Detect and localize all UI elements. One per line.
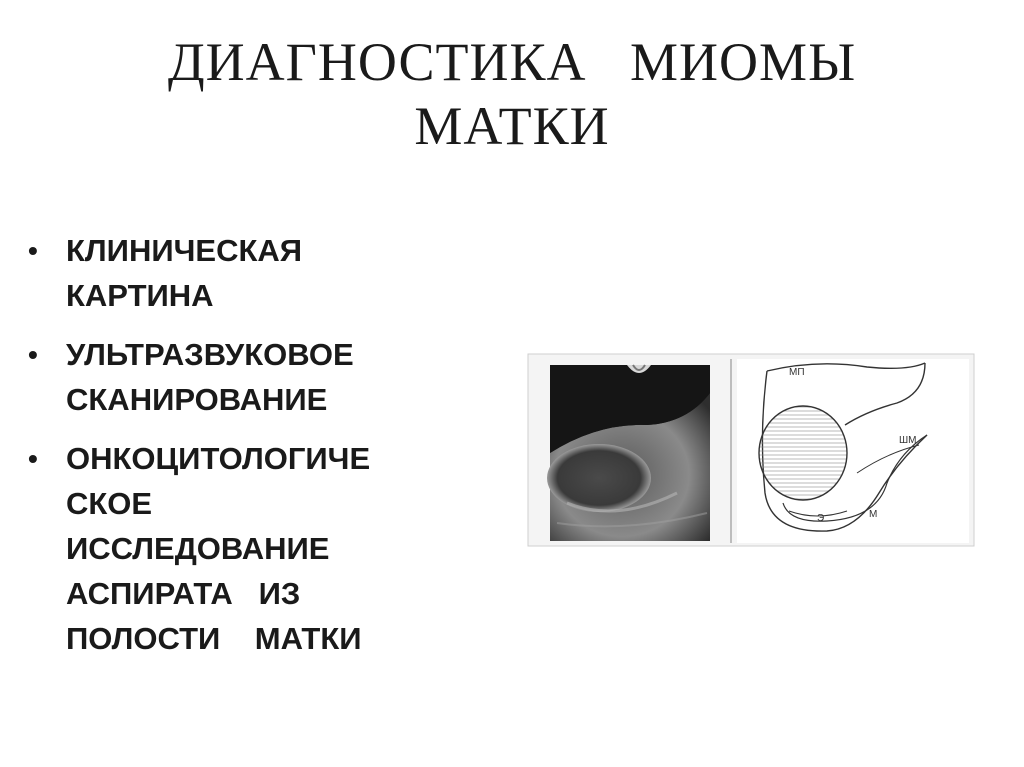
bullet-dot: • [28,235,38,266]
bullet-list [28,228,498,675]
bullet-dot: • [28,339,38,370]
bullet-text-line: АСПИРАТА ИЗ [66,576,301,611]
bullet-text-line: ОНКОЦИТОЛОГИЧЕ [66,441,371,476]
label-mp: МП [789,367,805,378]
bullet-item [28,332,498,422]
bullet-text-line: КАРТИНА [66,278,214,313]
ultrasound-figure [527,353,975,547]
bullet-text-line: УЛЬТРАЗВУКОВОЕ [66,337,354,372]
bullet-text-line: КЛИНИЧЕСКАЯ [66,233,303,268]
bullet-item [28,436,498,661]
bullet-item [28,228,498,318]
slide-title [60,30,964,158]
ultrasound-scan-panel [547,365,710,541]
bullet-text-line: ПОЛОСТИ МАТКИ [66,621,362,656]
ultrasound-figure-svg [527,353,975,547]
bullet-text-line: СКОЕ [66,486,153,521]
label-m: М [869,509,878,520]
slide-title-line-1: ДИАГНОСТИКА МИОМЫ [167,32,857,92]
bullet-text-line: ИССЛЕДОВАНИЕ [66,531,330,566]
bullet-text-line: СКАНИРОВАНИЕ [66,382,328,417]
bullet-dot: • [28,443,38,474]
slide-title-line-2: МАТКИ [414,96,610,156]
schematic-drawing-panel [737,359,969,543]
label-e: Э [817,513,825,524]
label-shm: ШМ [899,435,917,446]
